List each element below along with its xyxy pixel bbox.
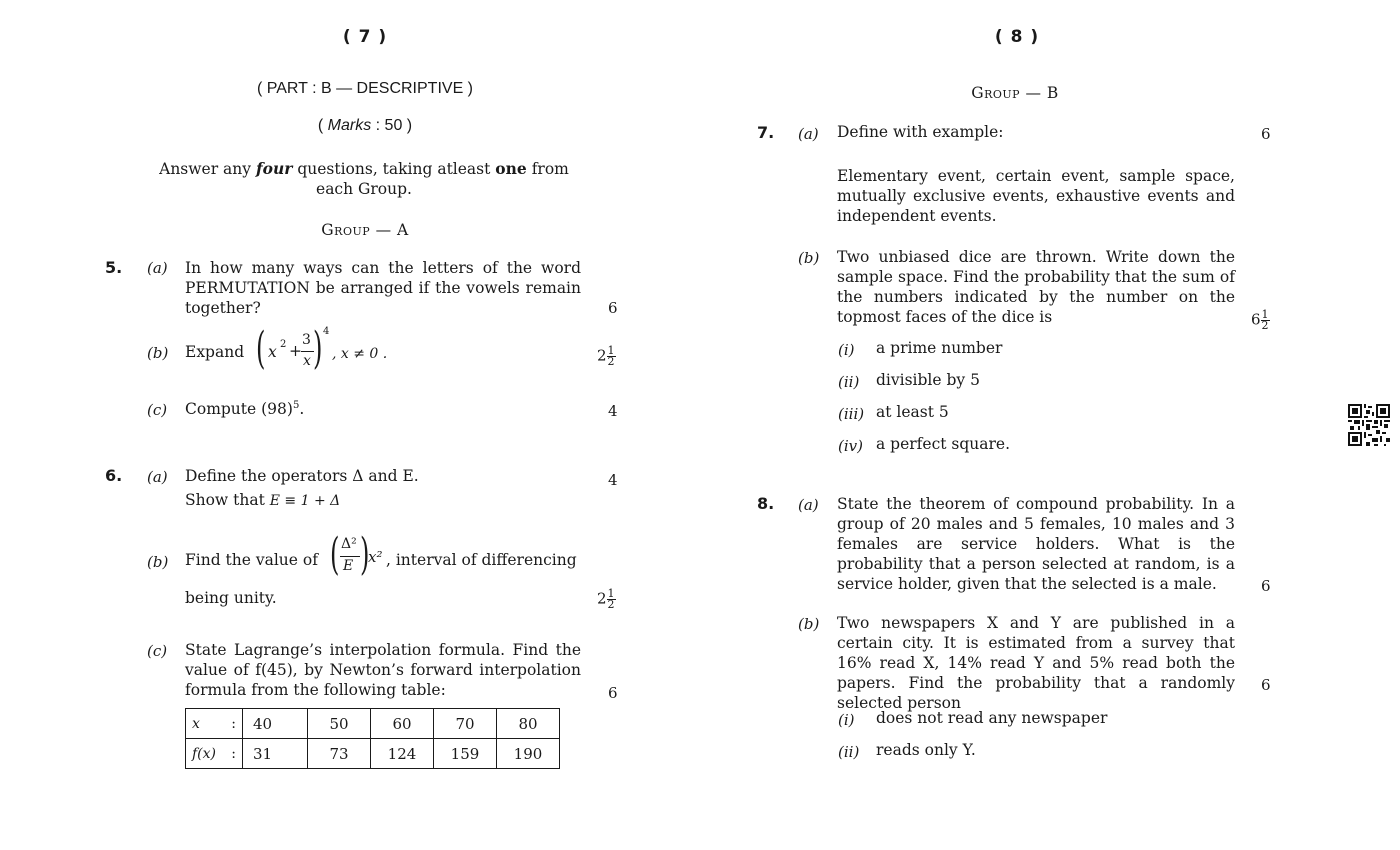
q6b-text-post: , interval of differencing [386, 551, 577, 569]
q8a-label: (a) [798, 496, 819, 514]
q7b-iv-label: (iv) [838, 437, 863, 455]
part-title: ( PART : B — DESCRIPTIVE ) [256, 80, 474, 97]
qr-code-icon [1348, 404, 1390, 446]
q7a-marks: 6 [1261, 125, 1271, 143]
table-header-fx: f(x) : [186, 739, 243, 769]
right-page-number: ( 8 ) [994, 27, 1040, 47]
table-cell: 73 [308, 739, 371, 769]
q8b-i-text: does not read any newspaper [876, 709, 1108, 727]
q7b-text: Two unbiased dice are thrown. Write down the sample space. Find the probability that the sum of the numbers indicated by the number on the topmost faces of the dice is [837, 248, 1235, 326]
q7b-label: (b) [798, 249, 820, 267]
question-5-number: 5. [105, 258, 123, 277]
table-cell: 124 [371, 739, 434, 769]
q7a-label: (a) [798, 125, 819, 143]
table-cell: 80 [497, 709, 560, 739]
q7b-ii-label: (ii) [838, 373, 860, 391]
q7a-body: Elementary event, certain event, sample space, mutually exclusive events, exhaustive events and independent events. [837, 167, 1235, 225]
q6c-marks: 6 [608, 684, 618, 702]
q5b-text: Expand [185, 343, 245, 361]
q6c-label: (c) [147, 642, 168, 660]
q8b-label: (b) [798, 615, 820, 633]
q7b-ii-text: divisible by 5 [876, 371, 980, 389]
left-page-number: ( 7 ) [342, 27, 388, 47]
q8a-marks: 6 [1261, 577, 1271, 595]
question-6-number: 6. [105, 466, 123, 485]
q5c-text: Compute $(98)^5$. [185, 400, 305, 419]
q6c-text: State Lagrange’s interpolation formula. Find the value of f(45), by Newton’s forward interpolation formula from the following table: [185, 641, 581, 699]
table-row [186, 709, 560, 739]
q7b-iv-text: a perfect square. [876, 435, 1011, 453]
q6b-label: (b) [147, 553, 169, 571]
question-8-number: 8. [757, 494, 775, 513]
q8b-i-label: (i) [838, 711, 855, 729]
marks-label: Marks [327, 117, 372, 134]
q6b-marks: 2 $\frac{1}{2}$ [597, 587, 615, 611]
q8b-marks: 6 [1261, 676, 1271, 694]
q5c-label: (c) [147, 401, 168, 419]
q5c-marks: 4 [608, 402, 618, 420]
q7b-iii-label: (iii) [838, 405, 865, 423]
q6b-expression: ( Δ² E ) x² [330, 529, 383, 580]
q8b-text: Two newspapers X and Y are published in a certain city. It is estimated from a survey that 16% read X, 14% read Y and 5% read both the papers. Find the probability that a randomly selected person [837, 614, 1235, 712]
marks-line: ( Marks : 50 ) [317, 117, 413, 134]
interpolation-table [185, 708, 560, 769]
q6a-text: Define the operators Δ and E. [185, 467, 419, 485]
q6b-text-2: being unity. [185, 589, 277, 607]
instruction-text: Answer any four questions, taking atleast one from each Group. [159, 159, 569, 198]
q6a-label: (a) [147, 468, 168, 486]
q5a-label: (a) [147, 259, 168, 277]
q5a-marks: 6 [608, 299, 618, 317]
q6a-show-that: Show that E ≡ 1 + Δ [185, 491, 341, 509]
question-7-number: 7. [757, 123, 775, 142]
q5b-expression: ( x 2 + 3 x ) 4 [256, 323, 330, 374]
table-cell: 50 [308, 709, 371, 739]
table-cell: 31 [243, 739, 308, 769]
table-cell: 70 [434, 709, 497, 739]
table-cell: 40 [243, 709, 308, 739]
q7b-i-label: (i) [838, 341, 855, 359]
table-cell: 190 [497, 739, 560, 769]
table-cell: 60 [371, 709, 434, 739]
q6b-text-pre: Find the value of [185, 551, 318, 569]
q7b-iii-text: at least 5 [876, 403, 949, 421]
q5b-label: (b) [147, 344, 169, 362]
marks-value: 50 [384, 117, 403, 134]
q8b-ii-label: (ii) [838, 743, 860, 761]
q8a-text: State the theorem of compound probability. In a group of 20 males and 5 females, 10 males and 3 females are service holders. What is the probability that a person selected at random, is a service holder, given that the selected is a male. [837, 495, 1235, 593]
q5b-condition: , x ≠ 0 . [332, 346, 388, 362]
q8b-ii-text: reads only Y. [876, 741, 976, 759]
q7b-i-text: a prime number [876, 339, 1003, 357]
group-a-heading: Group — A [321, 221, 409, 239]
table-header-x: x : [186, 709, 243, 739]
group-b-heading: Group — B [971, 84, 1059, 102]
q7a-text: Define with example: [837, 123, 1004, 141]
table-row [186, 739, 560, 769]
q5b-marks: 2 $\frac{1}{2}$ [597, 344, 615, 368]
table-cell: 159 [434, 739, 497, 769]
q6a-marks: 4 [608, 471, 618, 489]
q7b-marks: 6 $\frac{1}{2}$ [1251, 308, 1269, 332]
q5a-text: In how many ways can the letters of the word PERMUTATION be arranged if the vowels remain together? [185, 259, 581, 317]
